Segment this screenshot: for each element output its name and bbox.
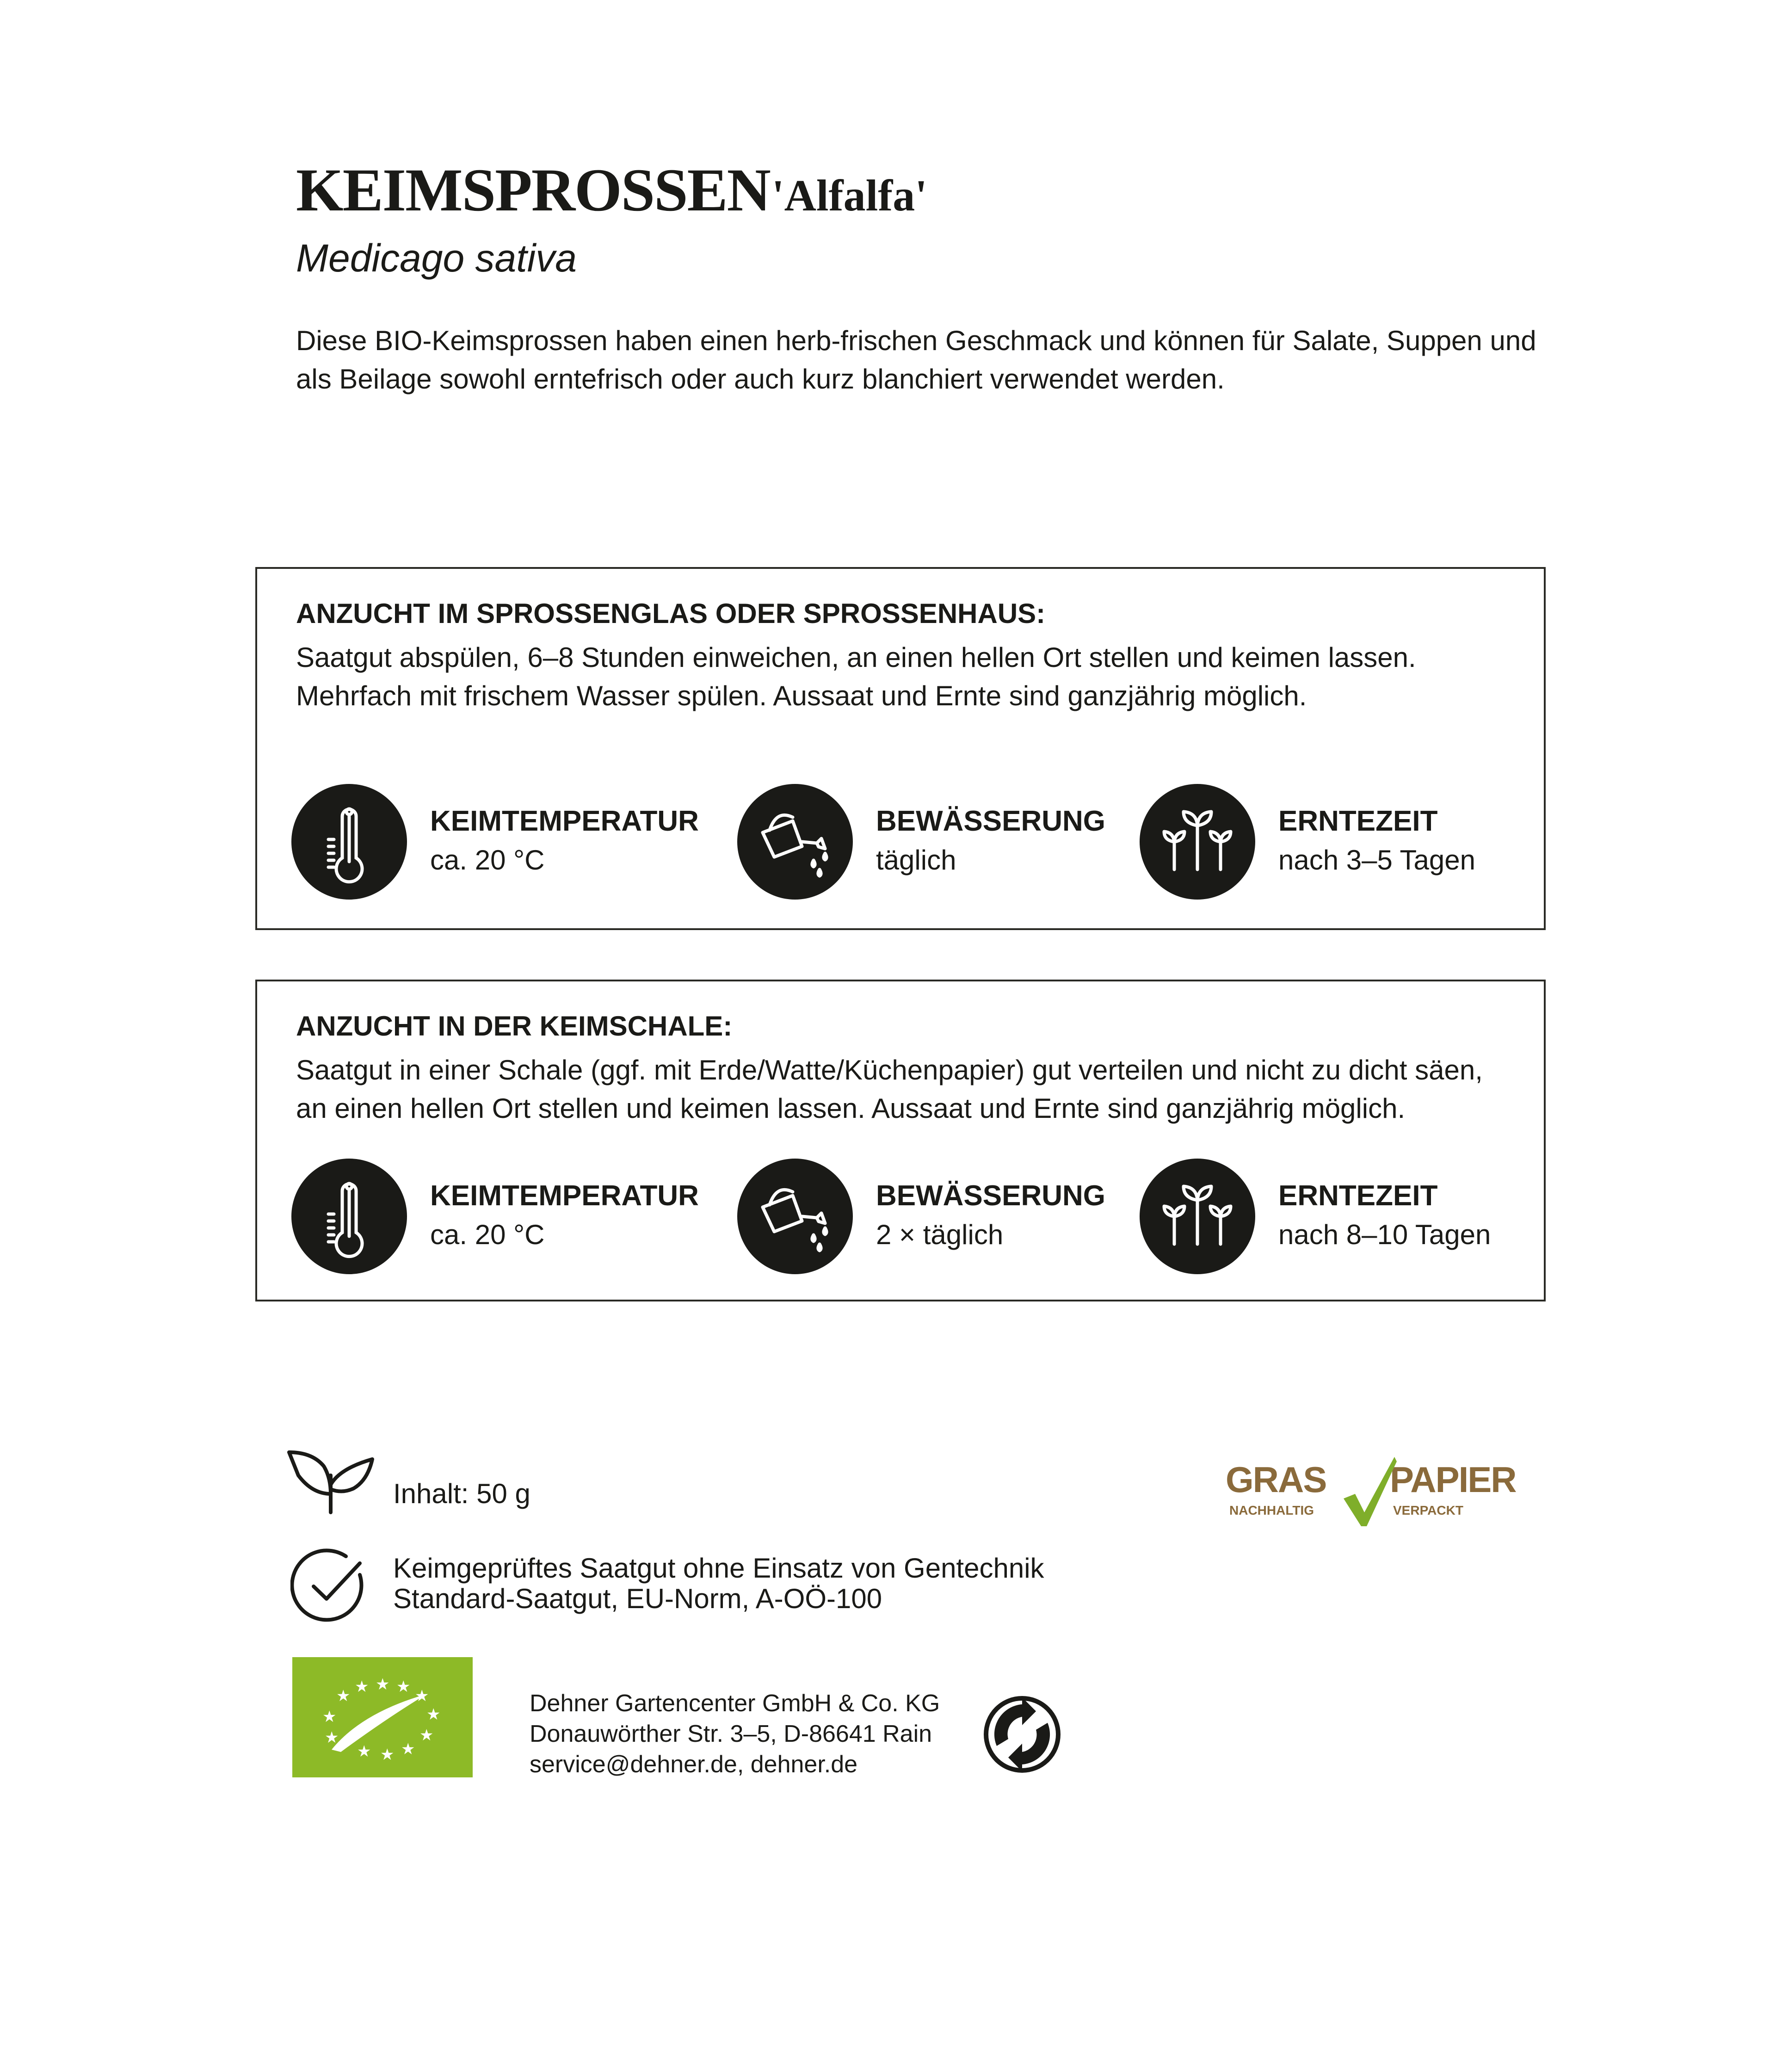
thermometer-icon	[291, 1159, 407, 1274]
certification-text	[393, 1553, 1044, 1614]
product-variety: 'Alfalfa'	[771, 171, 927, 220]
product-title-main: KEIMSPROSSEN	[296, 156, 770, 224]
section-heading: ANZUCHT IN DER KEIMSCHALE:	[296, 1011, 733, 1042]
section-sprout-jar	[255, 567, 1546, 930]
svg-text:★: ★	[396, 1677, 411, 1696]
feature-label: ERNTEZEIT	[1278, 805, 1438, 837]
sprouts-icon	[1140, 784, 1255, 900]
svg-text:★: ★	[376, 1675, 390, 1694]
svg-text:★: ★	[401, 1740, 415, 1758]
section-sprout-tray	[255, 980, 1546, 1301]
feature-value: täglich	[876, 845, 956, 876]
svg-text:★: ★	[419, 1726, 434, 1745]
content-amount: Inhalt: 50 g	[393, 1478, 530, 1509]
section-heading: ANZUCHT IM SPROSSENGLAS ODER SPROSSENHAUS:	[296, 598, 1046, 629]
certification-line: Standard-Saatgut, EU-Norm, A-OÖ-100	[393, 1583, 882, 1614]
svg-text:★: ★	[380, 1745, 395, 1764]
svg-text:★: ★	[357, 1742, 371, 1761]
svg-text:★: ★	[355, 1677, 369, 1696]
svg-text:★: ★	[325, 1728, 339, 1747]
feature-temperature	[291, 784, 708, 900]
thermometer-icon	[291, 784, 407, 900]
feature-label: BEWÄSSERUNG	[876, 805, 1106, 837]
product-title	[296, 156, 927, 224]
gras-logo-word: PAPIER	[1390, 1459, 1516, 1500]
gras-logo-subtext: VERPACKT	[1393, 1503, 1463, 1517]
green-dot-recycling-icon	[983, 1695, 1061, 1774]
svg-text:★: ★	[322, 1708, 337, 1726]
leaf-icon	[284, 1443, 377, 1517]
svg-text:★: ★	[336, 1687, 351, 1705]
certification-line: Keimgeprüftes Saatgut ohne Einsatz von Gentechnik	[393, 1553, 1044, 1584]
feature-harvest	[1140, 1159, 1556, 1274]
feature-watering	[737, 784, 1153, 900]
product-description: Diese BIO-Keimsprossen haben einen herb-frischen Geschmack und können für Salate, Suppen und als Beilage sowohl erntefrisch oder auch kurz blanchiert verwendet werden.	[296, 325, 1536, 395]
address-line: service@dehner.de, dehner.de	[530, 1751, 858, 1778]
latin-name: Medicago sativa	[296, 236, 577, 280]
watering-can-icon	[737, 1159, 853, 1274]
eu-organic-logo	[292, 1657, 473, 1777]
watering-can-icon	[737, 784, 853, 900]
feature-temperature	[291, 1159, 708, 1274]
feature-value: ca. 20 °C	[430, 845, 545, 876]
gras-papier-logo	[1226, 1459, 1516, 1531]
svg-text:★: ★	[426, 1705, 441, 1724]
feature-value: 2 × täglich	[876, 1219, 1004, 1250]
feature-label: KEIMTEMPERATUR	[430, 805, 699, 837]
checkmark-circle-icon	[290, 1547, 369, 1626]
feature-label: ERNTEZEIT	[1278, 1180, 1438, 1212]
company-address	[530, 1688, 940, 1780]
checkmark-icon	[1339, 1455, 1399, 1529]
feature-harvest	[1140, 784, 1556, 900]
svg-text:★: ★	[415, 1687, 429, 1705]
gras-logo-subtext: NACHHALTIG	[1229, 1503, 1314, 1517]
section-text: Saatgut in einer Schale (ggf. mit Erde/Watte/Küchenpapier) gut verteilen und nicht zu dicht säen, an einen hellen Ort stellen und keimen lassen. Aussaat und Ernte sind ganzjährig möglich.	[296, 1054, 1483, 1124]
address-line: Donauwörther Str. 3–5, D-86641 Rain	[530, 1720, 932, 1747]
feature-label: BEWÄSSERUNG	[876, 1180, 1106, 1212]
feature-label: KEIMTEMPERATUR	[430, 1180, 699, 1212]
feature-value: ca. 20 °C	[430, 1219, 545, 1250]
sprouts-icon	[1140, 1159, 1255, 1274]
gras-logo-word: GRAS	[1226, 1459, 1326, 1500]
section-text: Saatgut abspülen, 6–8 Stunden einweichen, an einen hellen Ort stellen und keimen lassen. Mehrfach mit frischem Wasser spülen. Aussaat und Ernte sind ganzjährig möglich.	[296, 642, 1416, 711]
address-line: Dehner Gartencenter GmbH & Co. KG	[530, 1690, 940, 1717]
feature-watering	[737, 1159, 1153, 1274]
feature-value: nach 8–10 Tagen	[1278, 1219, 1491, 1250]
feature-value: nach 3–5 Tagen	[1278, 845, 1475, 876]
